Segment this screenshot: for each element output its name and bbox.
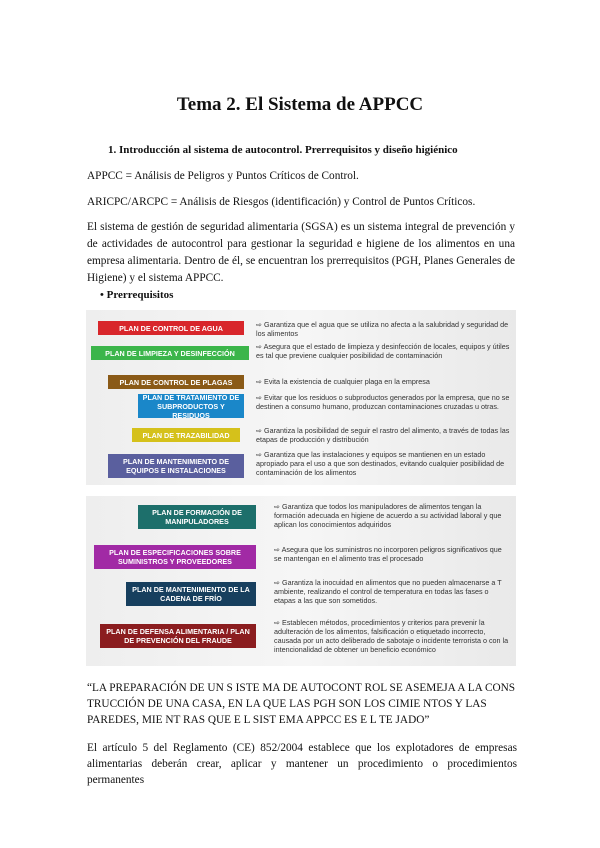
plan-description: ⇨ Garantiza que el agua que se utiliza no afecta a la salubridad y seguridad de los alimentos xyxy=(256,320,509,338)
article-paragraph: El artículo 5 del Reglamento (CE) 852/2004 establece que los explotadores de empresas alimentarias deberán crear, aplicar y mantener un procedimiento o procedimientos permanentes xyxy=(87,742,517,786)
plan-label: PLAN DE MANTENIMIENTO DE LA CADENA DE FRÍO xyxy=(126,582,256,606)
plan-description: ⇨ Garantiza que las instalaciones y equipos se mantienen en un estado apropiado para el uso a que son destinados, evitando cualquier posibilidad de contaminación de los alimentos xyxy=(256,450,505,477)
prerequisites-infographic-1 xyxy=(86,310,516,485)
definition-appcc: APPCC = Análisis de Peligros y Puntos Críticos de Control. xyxy=(87,170,359,182)
document-title: Tema 2. El Sistema de APPCC xyxy=(176,94,424,115)
plan-description: ⇨ Garantiza la inocuidad en alimentos que no pueden almacenarse a T ambiente, realizando el control de temperatura en todas las fases o etapas a las que son sometidos. xyxy=(274,578,502,605)
plan-description: ⇨ Evita la existencia de cualquier plaga en la empresa xyxy=(256,377,430,386)
plan-row xyxy=(86,393,516,423)
plan-row xyxy=(86,374,516,390)
plan-row xyxy=(86,318,516,338)
plan-description: ⇨ Asegura que los suministros no incorporen peligros significativos que se mantengan en el alimento tras el procesado xyxy=(274,545,502,563)
plan-row xyxy=(86,578,516,612)
plan-description: ⇨ Garantiza que todos los manipuladores de alimentos tengan la formación adecuada en higiene de acuerdo a su actividad laboral y que aplican los conocimientos adquiridos xyxy=(274,502,502,529)
plan-label: PLAN DE MANTENIMIENTO DE EQUIPOS E INSTALACIONES xyxy=(108,454,244,478)
plan-row xyxy=(86,426,516,446)
plan-description: ⇨ Garantiza la posibilidad de seguir el rastro del alimento, a través de todas las etapas de producción y distribución xyxy=(256,426,510,444)
plan-row xyxy=(86,502,516,534)
definition-aricpc: ARICPC/ARCPC = Análisis de Riesgos (identificación) y Control de Puntos Críticos. xyxy=(87,196,476,208)
plan-description: ⇨ Evitar que los residuos o subproductos generados por la empresa, que no se destinen a consumo humano, produzcan contaminaciones cruzadas u otras. xyxy=(256,393,510,411)
plan-label: PLAN DE FORMACIÓN DE MANIPULADORES xyxy=(138,505,256,529)
plan-row xyxy=(86,542,516,572)
prerequisites-infographic-2 xyxy=(86,496,516,666)
plan-row xyxy=(86,342,516,374)
plan-label: PLAN DE CONTROL DE PLAGAS xyxy=(108,375,244,389)
bullet-prerrequisitos: • Prerrequisitos xyxy=(100,289,174,301)
sgsa-paragraph: El sistema de gestión de seguridad alimentaria (SGSA) es un sistema integral de prevención y de actividades de autocontrol para gestionar la seguridad e higiene de los alimentos en una empresa alimentaria. Dentro de él, se encuentran los prerrequisitos (PGH, Planes Generales de Higiene) y el sistema APPCC. xyxy=(87,221,515,284)
plan-label: PLAN DE ESPECIFICACIONES SOBRE SUMINISTROS Y PROVEEDORES xyxy=(94,545,256,569)
quote: “LA PREPARACIÓN DE UN S ISTE MA DE AUTOCONT ROL SE ASEMEJA A LA CONS TRUCCIÓN DE UNA CASA, EN LA QUE LAS PGH SON LOS CIMIE NTOS Y LAS PAREDES, MIE NT RAS QUE E L SIST EMA APPCC ES E L TE JADO” xyxy=(87,682,516,726)
plan-description: ⇨ Establecen métodos, procedimientos y criterios para prevenir la adulteración de los alimentos, falsificación o etiquetado incorrecto, causada por un acto deliberado de sabotaje o incidente terrorista o con la intencionalidad de obtener un beneficio económico xyxy=(274,618,509,654)
plan-label: PLAN DE TRATAMIENTO DE SUBPRODUCTOS Y RESIDUOS xyxy=(138,394,244,418)
plan-label: PLAN DE LIMPIEZA Y DESINFECCIÓN xyxy=(91,346,249,360)
plan-label: PLAN DE TRAZABILIDAD xyxy=(132,428,240,442)
section-heading: 1. Introducción al sistema de autocontrol. Prerrequisitos y diseño higiénico xyxy=(108,144,458,156)
plan-row xyxy=(86,450,516,482)
plan-label: PLAN DE DEFENSA ALIMENTARIA / PLAN DE PREVENCIÓN DEL FRAUDE xyxy=(100,624,256,648)
plan-row xyxy=(86,618,516,662)
plan-label: PLAN DE CONTROL DE AGUA xyxy=(98,321,244,335)
plan-description: ⇨ Asegura que el estado de limpieza y desinfección de locales, equipos y útiles es tal que previene cualquier posibilidad de contaminación xyxy=(256,342,510,360)
